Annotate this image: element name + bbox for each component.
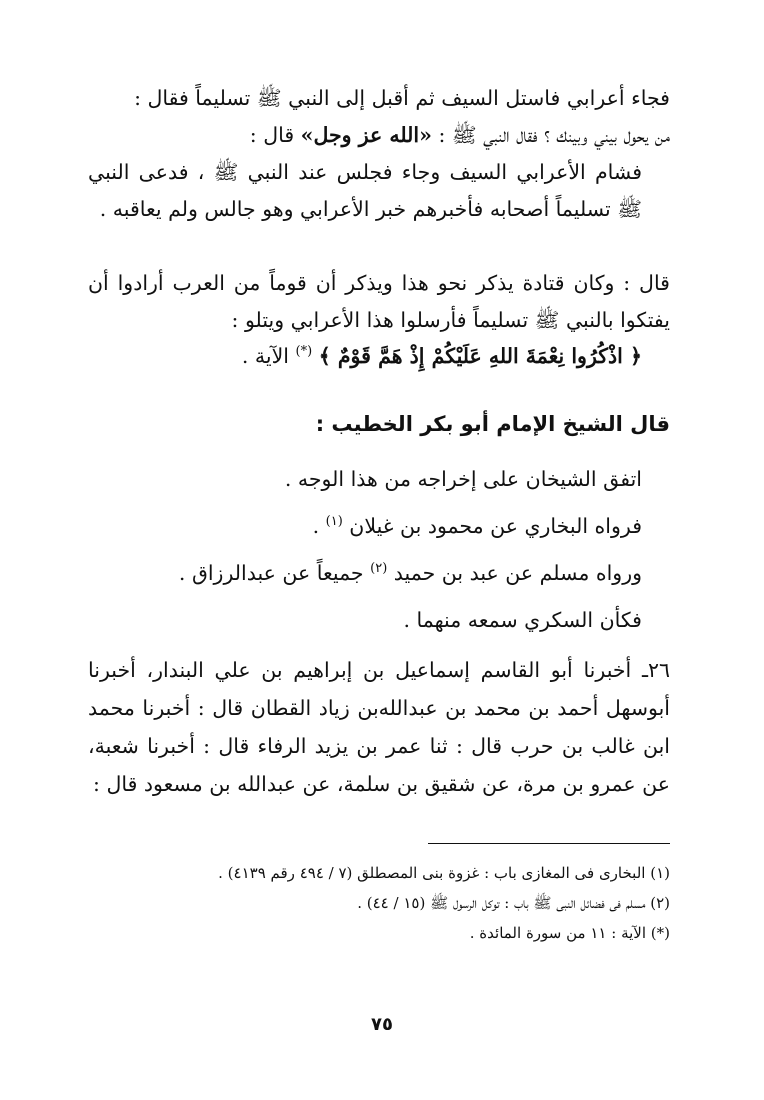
quote-allah: «الله عز وجل»	[300, 123, 432, 147]
commentary-line-2	[88, 503, 642, 550]
commentary-line-3-start: ورواه مسلم عن عبد بن حميد	[387, 561, 642, 585]
paragraph-1-line-1: فجاء أعرابي فاستل السيف ثم أقبل إلى النبي ﷺ تسليماً فقال :	[134, 86, 670, 110]
paragraph-3-text: قال : وكان قتادة يذكر نحو هذا ويذكر أن قوماً من العرب أرادوا أن يفتكوا بالنبي ﷺ تسليماً فأرسلوا هذا الأعرابي ويتلو :	[88, 271, 670, 332]
verse-line	[88, 338, 642, 375]
paragraph-3	[88, 265, 670, 339]
footnotes	[140, 858, 670, 948]
hadith-26	[88, 651, 670, 803]
quran-verse: ﴿ اذْكُرُوا نِعْمَةَ اللهِ عَلَيْكُمْ إِذْ هَمَّ قَوْمٌ ﴾	[318, 344, 642, 368]
verse-line-end: الآية .	[241, 344, 296, 368]
footnote-divider	[428, 843, 670, 844]
commentary-line-1: اتفق الشيخان على إخراجه من هذا الوجه .	[284, 467, 642, 491]
footnote-marker-1: (١)	[325, 514, 343, 530]
commentary-line-4: فكأن السكري سمعه منهما .	[403, 608, 642, 632]
paragraph-1-line-2-end: قال :	[249, 123, 301, 147]
commentary-line-2-start: فرواه البخاري عن محمود بن غيلان	[342, 514, 642, 538]
commentary	[88, 456, 670, 644]
commentary-line-3-end: جميعاً عن عبدالرزاق .	[178, 561, 371, 585]
paragraph-2-text: فشام الأعرابي السيف وجاء فجلس عند النبي ﷺ ، فدعى النبي ﷺ تسليماً أصحابه فأخبرهم خبر الأعرابي وهو جالس ولم يعاقبه .	[88, 160, 642, 221]
paragraph-4	[88, 338, 670, 375]
commentary-line-2-end: .	[312, 514, 326, 538]
paragraph-2	[88, 154, 670, 228]
paragraph-1-line-2-start: من يحول بيني وبينك ؟ فقال النبي ﷺ :	[431, 123, 670, 147]
footnote-1: (١) البخارى فى المغازى باب : غزوة بنى المصطلق (٧ / ٤٩٤ رقم ٤١٣٩) .	[218, 864, 670, 882]
section-heading: قال الشيخ الإمام أبو بكر الخطيب :	[315, 412, 670, 436]
paragraph-1-line-2	[88, 117, 670, 154]
footnote-2: (٢) مسلم فى فضائل النبى ﷺ باب : توكل الرسول ﷺ (١٥ / ٤٤) .	[357, 894, 670, 912]
page-number: ٧٥	[371, 1014, 393, 1035]
footnote-star: (*) الآية : ١١ من سورة المائدة .	[469, 924, 670, 942]
footnote-marker-2: (٢)	[370, 561, 388, 577]
paragraph-1	[88, 80, 670, 154]
footnote-marker-star: (*)	[295, 344, 313, 360]
hadith-26-text: ٢٦ـ أخبرنا أبو القاسم إسماعيل بن إبراهيم بن علي البندار، أخبرنا أبوسهل أحمد بن محمد بن عبدالله‌بن زياد القطان قال : أخبرنا محمد ابن غالب بن حرب قال : ثنا عمر بن يزيد الرفاء قال : أخبرنا شعبة، عن عمرو بن مرة، عن شقيق بن سلمة، عن عبدالله بن مسعود قال :	[88, 658, 670, 796]
commentary-line-3	[88, 550, 642, 597]
